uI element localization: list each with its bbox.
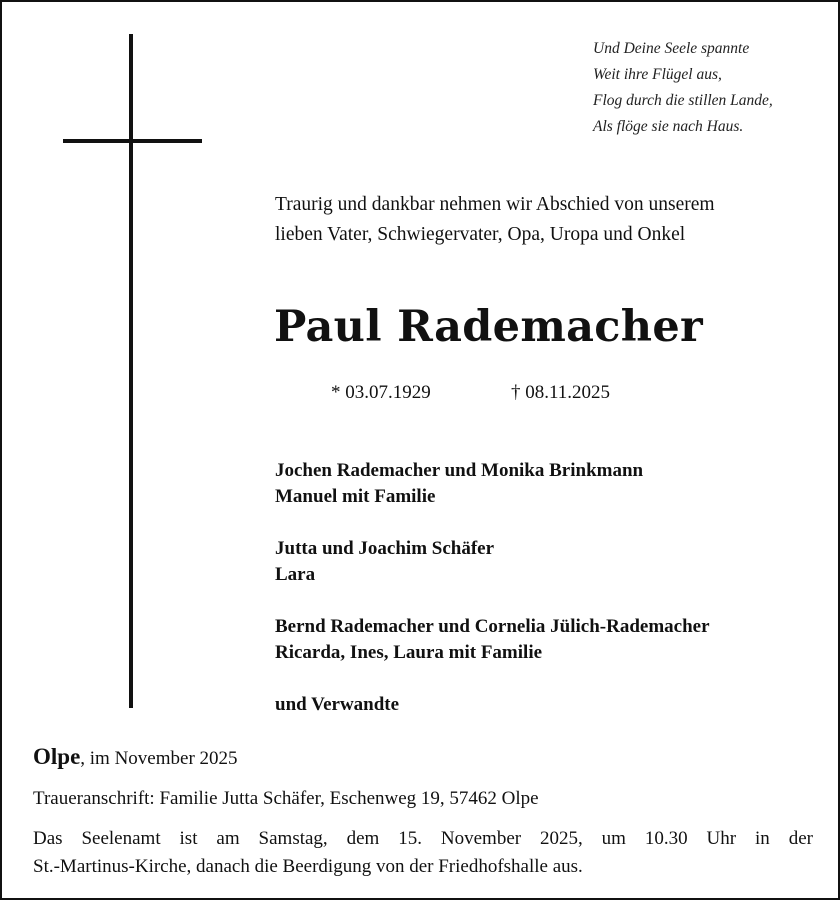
poem-line: Weit ihre Flügel aus, (593, 66, 722, 83)
mourner-group (275, 614, 710, 666)
poem-line: Und Deine Seele spannte (593, 40, 750, 57)
mourner-group (275, 458, 710, 510)
place-date: , im November 2025 (80, 748, 238, 769)
intro-text (275, 190, 715, 250)
poem (593, 36, 773, 140)
place-date-line (33, 743, 238, 773)
intro-line: Traurig und dankbar nehmen wir Abschied von unserem (275, 194, 715, 215)
cross-icon-bar (63, 139, 202, 143)
mourner-line: Jochen Rademacher und Monika Brinkmann (275, 460, 644, 481)
service-info (33, 825, 813, 881)
cross-icon (129, 34, 133, 708)
mourner-line: Jutta und Joachim Schäfer (275, 538, 495, 559)
service-line: Das Seelenamt ist am Samstag, dem 15. November 2025, um 10.30 Uhr in der (33, 828, 813, 849)
poem-line: Flog durch die stillen Lande, (593, 92, 773, 109)
mourner-line: Bernd Rademacher und Cornelia Jülich-Rademacher (275, 616, 710, 637)
relatives-line: und Verwandte (275, 694, 400, 715)
mourner-group (275, 536, 710, 588)
deceased-name: Paul Rademacher (274, 302, 703, 352)
mourner-line: Ricarda, Ines, Laura mit Familie (275, 642, 543, 663)
mourner-line: Lara (275, 564, 316, 585)
mourners-list (275, 458, 710, 718)
place-name: Olpe (33, 744, 81, 769)
service-line: St.-Martinus-Kirche, danach die Beerdigung von der Friedhofshalle aus. (33, 856, 583, 877)
birth-date: * 03.07.1929 (331, 382, 431, 403)
intro-line: lieben Vater, Schwiegervater, Opa, Uropa und Onkel (275, 224, 686, 245)
poem-line: Als flöge sie nach Haus. (593, 118, 744, 135)
death-date: † 08.11.2025 (511, 382, 611, 403)
mourner-line: Manuel mit Familie (275, 486, 436, 507)
mourning-address: Traueranschrift: Familie Jutta Schäfer, Eschenweg 19, 57462 Olpe (33, 788, 539, 809)
